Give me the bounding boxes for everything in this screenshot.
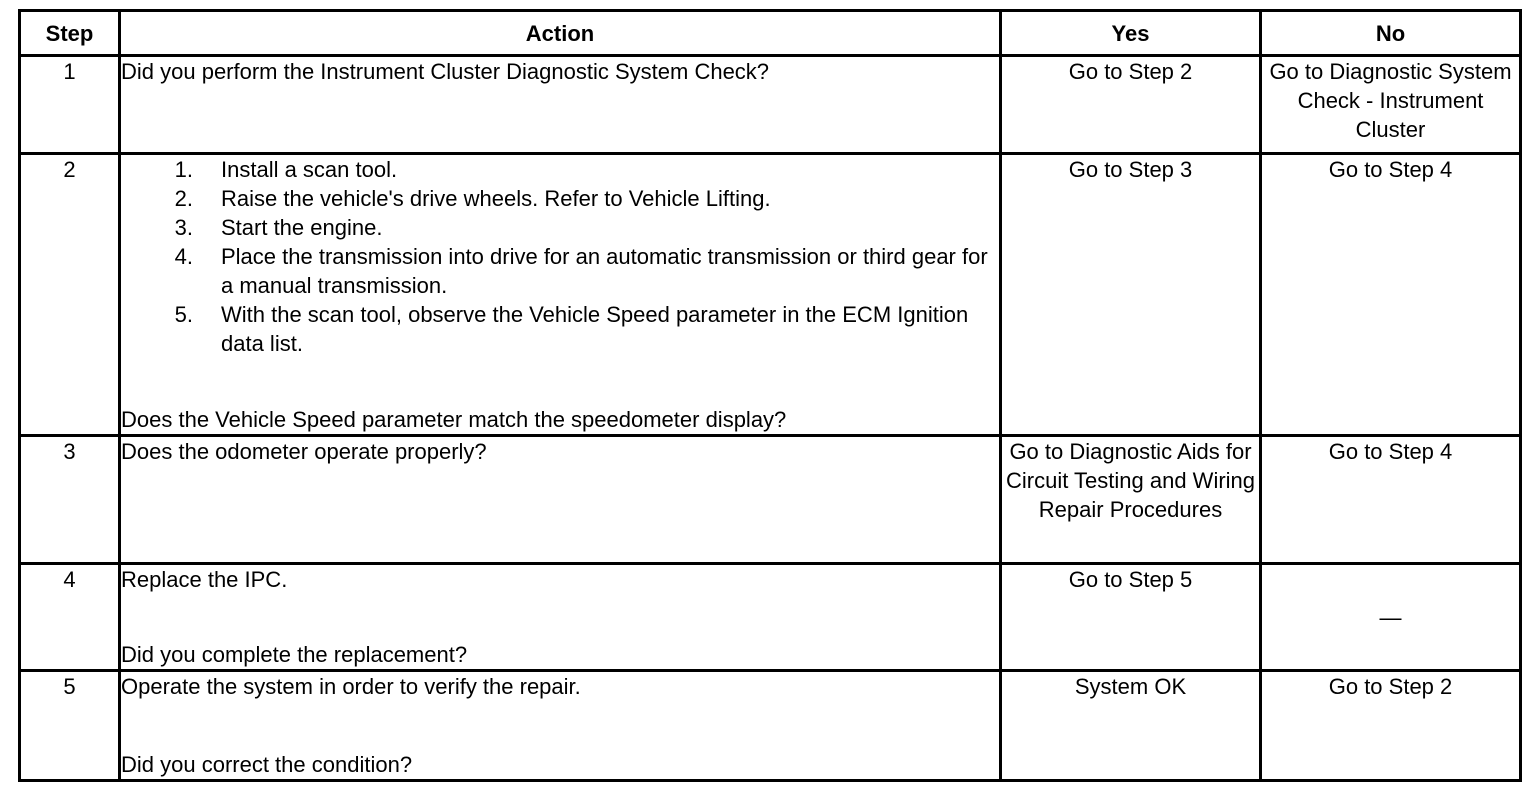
table-row-step-4 xyxy=(20,564,1521,671)
yes-cell xyxy=(1001,671,1261,781)
yes-cell xyxy=(1001,436,1261,564)
header-yes: Yes xyxy=(1001,11,1261,56)
action-instruction: Operate the system in order to verify the repair. xyxy=(121,674,581,699)
yes-outcome: Go to Step 2 xyxy=(1068,59,1193,84)
yes-outcome: System OK xyxy=(1074,674,1187,699)
step-number: 5 xyxy=(20,671,120,781)
action-question: Did you complete the replacement? xyxy=(121,642,468,667)
table-row-step-3 xyxy=(20,436,1521,564)
header-step: Step xyxy=(20,11,120,56)
table-row-step-1 xyxy=(20,56,1521,154)
action-instruction: Replace the IPC. xyxy=(121,567,288,592)
no-outcome: Go to Diagnostic System Check - Instrument Cluster xyxy=(1269,59,1512,142)
header-action: Action xyxy=(120,11,1001,56)
action-question: Did you perform the Instrument Cluster Diagnostic System Check? xyxy=(121,59,770,84)
step-number: 2 xyxy=(20,154,120,436)
list-item: 5. With the scan tool, observe the Vehicle Speed parameter in the ECM Ignition data list. xyxy=(174,302,969,356)
list-item: 1. Install a scan tool. xyxy=(174,157,398,182)
action-cell xyxy=(120,154,1001,436)
yes-outcome: Go to Step 5 xyxy=(1068,567,1193,592)
table-row-step-2 xyxy=(20,154,1521,436)
step-number: 1 xyxy=(20,56,120,154)
action-question: Does the Vehicle Speed parameter match the speedometer display? xyxy=(121,407,787,432)
step-number: 3 xyxy=(20,436,120,564)
yes-outcome: Go to Step 3 xyxy=(1068,157,1193,182)
no-cell xyxy=(1261,56,1521,154)
action-cell xyxy=(120,436,1001,564)
no-cell xyxy=(1261,671,1521,781)
action-cell xyxy=(120,671,1001,781)
no-cell xyxy=(1261,436,1521,564)
list-item: 4. Place the transmission into drive for an automatic transmission or third gear for a manual transmission. xyxy=(174,244,988,298)
action-question: Did you correct the condition? xyxy=(121,752,413,777)
step-number: 4 xyxy=(20,564,120,671)
instruction-list xyxy=(121,155,999,358)
no-outcome: Go to Step 2 xyxy=(1328,674,1453,699)
table-row-step-5 xyxy=(20,671,1521,781)
list-item: 2. Raise the vehicle's drive wheels. Refer to Vehicle Lifting. xyxy=(174,186,771,211)
action-question: Does the odometer operate properly? xyxy=(121,439,487,464)
no-cell xyxy=(1261,564,1521,671)
action-cell xyxy=(120,564,1001,671)
yes-cell xyxy=(1001,56,1261,154)
no-outcome: — xyxy=(1379,604,1402,630)
yes-outcome: Go to Diagnostic Aids for Circuit Testing and Wiring Repair Procedures xyxy=(1005,439,1256,522)
header-no: No xyxy=(1261,11,1521,56)
no-cell xyxy=(1261,154,1521,436)
table-header-row xyxy=(20,11,1521,56)
no-outcome: Go to Step 4 xyxy=(1328,157,1453,182)
diagnostic-table xyxy=(18,9,1522,782)
action-cell xyxy=(120,56,1001,154)
yes-cell xyxy=(1001,564,1261,671)
yes-cell xyxy=(1001,154,1261,436)
no-outcome: Go to Step 4 xyxy=(1328,439,1453,464)
list-item: 3. Start the engine. xyxy=(174,215,383,240)
